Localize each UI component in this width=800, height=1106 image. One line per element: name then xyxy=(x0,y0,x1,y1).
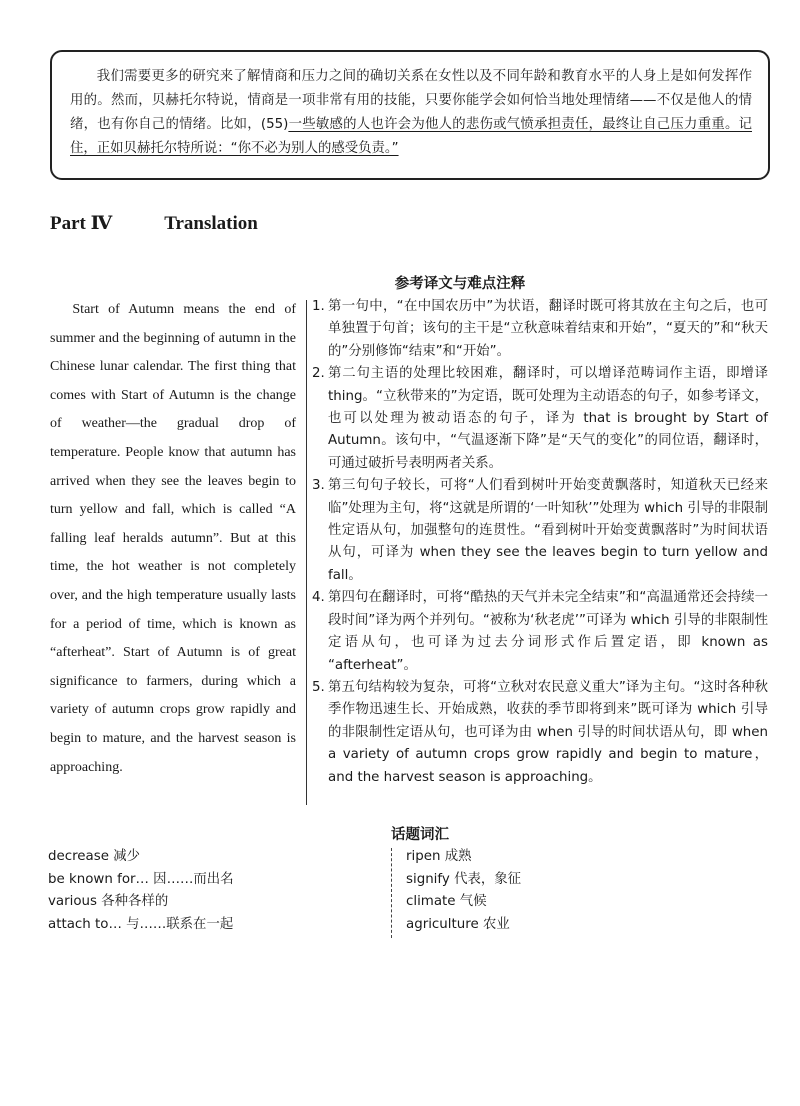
vocab-item: be known for… 因……而出名 xyxy=(48,871,234,887)
note-number: 4. xyxy=(312,590,325,606)
translation-excerpt-box xyxy=(50,50,770,180)
vocabulary-divider xyxy=(391,848,392,938)
note-number: 1. xyxy=(312,299,325,314)
vocab-item: climate 气候 xyxy=(406,894,487,909)
part-title: Translation xyxy=(164,213,258,234)
part-heading xyxy=(50,212,258,235)
vocab-item: various 各种各样的 xyxy=(48,894,169,909)
note-text: 第一句中，“在中国农历中”为状语，翻译时既可将其放在主句之后，也可单独置于句首；该句的主干是“立秋意味着结束和开始”，“夏天的”和“秋天的”分别修饰“结束”和“开始”。 xyxy=(328,299,768,359)
part-label: Part Ⅳ xyxy=(50,213,113,234)
note-item xyxy=(312,296,768,363)
note-text: 第二句主语的处理比较困难，翻译时，可以增译范畴词作主语，即增译 thing。“立秋带来的”为定语，既可处理为主动语态的句子，如参考译文，也可以处理为被动语态的句子，译为 that is brought by Start of Autumn。该句中，“气温逐渐下降”是“天气的变化”的同位语，翻译时，可通过破折号表明两者关系。 xyxy=(328,366,768,471)
note-text: 第三句句子较长，可将“人们看到树叶开始变黄飘落时，知道秋天已经来临”处理为主句，将“这就是所谓的‘一叶知秋’”处理为 which 引导的非限制性定语从句，加强整句的连贯性。“看到树叶开始变黄飘落时”为时间状语从句，可译为 when they see the leaves begin to turn yellow and fall。 xyxy=(328,478,768,583)
excerpt-text: 我们需要更多的研究来了解情商和压力之间的确切关系在女性以及不同年龄和教育水平的人身上是如何发挥作用的。然而，贝赫托尔特说，情商是一项非常有用的技能，只要你能学会如何恰当地处理情绪——不仅是他人的情绪，也有你自己的情绪。比如，(55) xyxy=(70,69,752,132)
excerpt-paragraph xyxy=(70,65,752,161)
vocabulary-list-right xyxy=(406,846,706,936)
note-number: 5. xyxy=(312,679,325,695)
english-passage xyxy=(50,296,296,782)
passage-text: Start of Autumn means the end of summer and the beginning of autumn in the Chinese lunar calendar. The first thing that comes with Start of Autumn is the change of weather—the gradual drop of temperature. People know that autumn has arrived when they see the leaves begin to turn yellow and fall, which is called “A falling leaf heralds autumn”. But at this time, the hot weather is not completely over, and the high temperature usually lasts for a period of time, which is known as “afterheat”. Start of Autumn is of great significance to farmers, during which a variety of autumn crops grow rapidly and begin to mature, and the harvest season is approaching. xyxy=(50,302,296,775)
note-item xyxy=(312,475,768,587)
vocab-item: signify 代表，象征 xyxy=(406,871,522,887)
excerpt-underlined-text: 一些敏感的人也许会为他人的悲伤或气愤承担责任，最终让自己压力重重。记住，正如贝赫托尔特所说：“你不必为别人的感受负责。” xyxy=(70,117,752,156)
note-number: 2. xyxy=(312,366,325,382)
note-item xyxy=(312,363,768,475)
note-text: 第四句在翻译时，可将“酷热的天气并未完全结束”和“高温通常还会持续一段时间”译为两个并列句。“被称为‘秋老虎’”可译为 which 引导的非限制性定语从句，也可译为过去分词形式作后置定语，即 known as “afterheat”。 xyxy=(328,590,768,673)
vocab-item: decrease 减少 xyxy=(48,849,141,864)
reference-translation-title: 参考译文与难点注释 xyxy=(394,276,526,292)
note-text: 第五句结构较为复杂，可将“立秋对农民意义重大”译为主句。“这时各种秋季作物迅速生长、开始成熟，收获的季节即将到来”既可译为 which 引导的非限制性定语从句，也可译为由 when 引导的时间状语从句，即 when a variety of autumn crops grow rapidly and begin to mature，and the harvest season is approaching。 xyxy=(328,679,768,785)
note-item xyxy=(312,677,768,789)
note-item xyxy=(312,587,768,677)
vocab-item: attach to… 与……联系在一起 xyxy=(48,916,234,932)
topic-vocabulary-title: 话题词汇 xyxy=(391,827,449,843)
vocab-item: ripen 成熟 xyxy=(406,849,472,864)
note-number: 3. xyxy=(312,478,325,494)
notes-list xyxy=(312,296,768,789)
vocab-item: agriculture 农业 xyxy=(406,916,510,932)
column-divider xyxy=(306,300,307,805)
vocabulary-list-left xyxy=(48,846,378,936)
